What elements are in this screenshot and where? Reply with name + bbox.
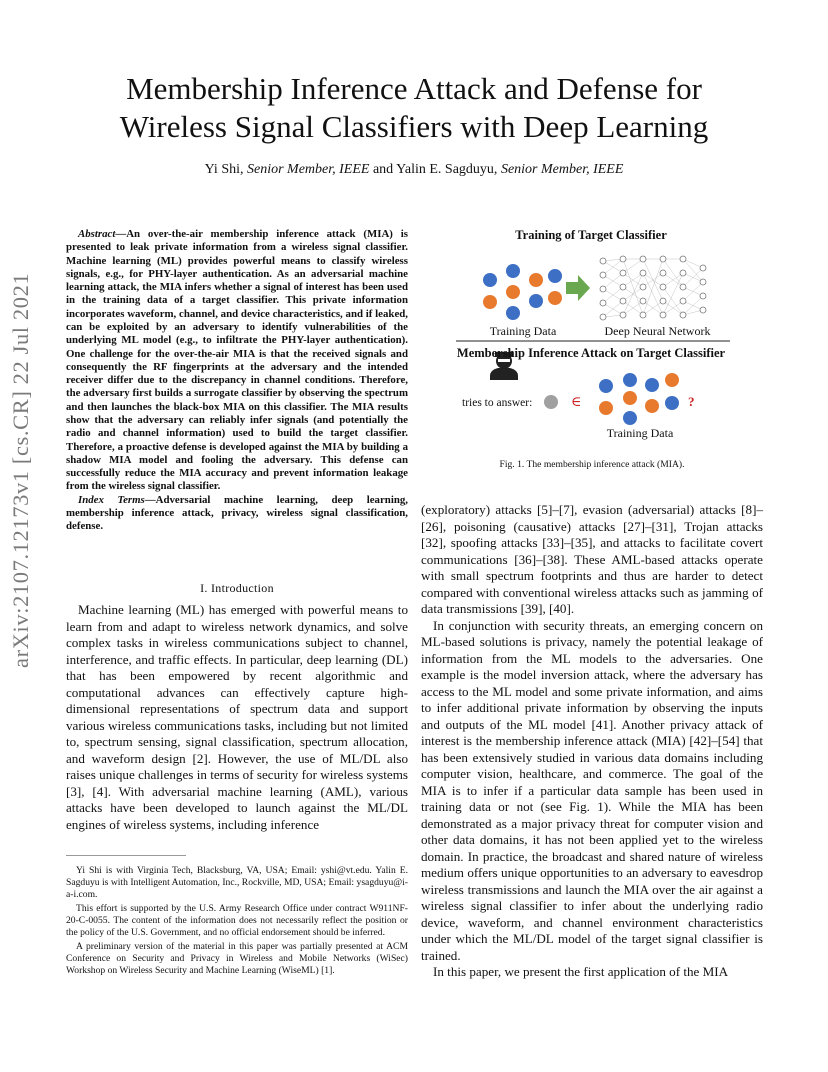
abstract-label: Abstract xyxy=(78,228,116,240)
index-terms xyxy=(66,494,408,534)
index-terms-label: Index Terms xyxy=(78,493,145,506)
label-deep-neural-network: Deep Neural Network xyxy=(604,324,711,338)
arrow-icon xyxy=(566,275,590,301)
figure-title-training: Training of Target Classifier xyxy=(515,228,667,242)
arxiv-identifier: arXiv:2107.12173v1 [cs.CR] 22 Jul 2021 xyxy=(8,272,33,668)
author-line xyxy=(0,162,828,178)
label-training-data: Training Data xyxy=(489,324,557,338)
right-paragraph-3: In this paper, we present the first application of the MIA xyxy=(433,964,729,979)
training-data-circles xyxy=(483,264,562,320)
right-paragraph-2: In conjunction with security threats, an emerging concern on ML-based solutions is privacy, namely the potential leakage of information from the ML models to the adversaries. One example is the model inversion attack, where the adversary has access to the ML model and some private information, and aims to infer additional private information by observing the inputs and outputs of the ML model [41]. Another privacy attack of interest is the membership inference attack (MIA) [42]–[54] that has been extensively studied in various data domains including computer vision, healthcare, and commerce. The goal of the MIA is to infer if a particular data sample has been used in training data or not (see Fig. 1). While the MIA has been demonstrated as a major privacy threat for computer vision and other data domains, it has not been applied yet to the wireless domain. In practice, the broadcast and shared nature of wireless medium offers unique opportunities to an adversary to eavesdrop wireless transmissions and launch the MIA over the air against a wireless signal classifier to infer about the underlying radio device, waveform, and channel environment characteristics under which the ML/DL model of the target signal classifier is trained. xyxy=(421,617,763,963)
index-terms-text: —Adversarial machine learning, deep learning, membership inference attack, privacy, wireless signal classification, defense. xyxy=(66,493,408,533)
question-mark: ? xyxy=(688,394,695,409)
paper-title xyxy=(0,70,828,146)
footnote-funding: This effort is supported by the U.S. Army Research Office under contract W911NF-20-C-0055. The content of the information does not necessarily reflect the position or the policy of the U.S. Government, and no official endorsement should be inferred. xyxy=(66,903,408,938)
abstract-text: —An over-the-air membership inference attack (MIA) is presented to leak private information from a wireless signal classifier. Machine learning (ML) provides powerful means to classify wireless signals, e.g., for PHY-layer authentication. As an adversarial machine learning attack, the MIA infers whether a signal of interest has been used in the training data of a target classifier. This private information incorporates waveform, channel, and device characteristics, and if leaked, can be exploited by an adversary to identify vulnerabilities of the underlying ML model (e.g., to infiltrate the PHY-layer authentication). One challenge for the over-the-air MIA is that the received signals and consequently the RF fingerprints at the adversary and the intended receiver differ due to the discrepancy in channel conditions. Therefore, the adversary first builds a surrogate classifier by observing the spectrum and then launches the black-box MIA on this classifier. The MIA results show that the adversary can reliably infer signals (and potentially the radio and channel information) used to build the target classifier. Therefore, a proactive defense is developed against the MIA by building a shadow MIA model and fooling the adversary. This defense can successfully reduce the MIA accuracy and prevent information leakage from the wireless signal classifier. xyxy=(66,228,408,493)
author-conjunction: and xyxy=(372,162,394,177)
section-heading: I. Introduction xyxy=(200,581,274,595)
footnote-divider xyxy=(66,855,186,856)
right-paragraph-1: (exploratory) attacks [5]–[7], evasion (adversarial) attacks [8]–[26], poisoning (causative) attacks [27]–[31], Trojan attacks [32], spoofing attacks [33]–[35], and attacks to facilitate covert communications [36]–[38]. These AML-based attacks operate with small spectrum footprints and thus are harder to detect compared with conventional wireless attacks such as jamming of data transmissions [39], [40]. xyxy=(421,502,763,616)
author-2-name: Yalin E. Sagduyu, xyxy=(396,162,498,177)
figure-1 xyxy=(440,228,742,448)
neural-network-icon xyxy=(600,256,706,320)
training-data-circles-2 xyxy=(599,373,679,425)
title-line-1: Membership Inference Attack and Defense for xyxy=(126,71,702,106)
abstract xyxy=(66,228,408,533)
intro-right-column xyxy=(421,502,763,981)
author-1-name: Yi Shi, xyxy=(204,162,244,177)
label-tries-to-answer: tries to answer: xyxy=(462,397,533,409)
query-sample-circle xyxy=(544,395,558,409)
footnote-preliminary: A preliminary version of the material in this paper was partially presented at ACM Conference on Security and Privacy in Wireless and Mobile Networks (WiSec) Workshop on Wireless Security and Machine Learning (WiseML) [1]. xyxy=(66,941,408,976)
figure-caption: Fig. 1. The membership inference attack (MIA). xyxy=(499,459,685,470)
author-1-role: Senior Member, IEEE xyxy=(247,162,370,177)
label-training-data-2: Training Data xyxy=(606,426,674,440)
intro-paragraph-1: Machine learning (ML) has emerged with powerful means to learn from and adapt to wireless network dynamics, and solve complex tasks in wireless communications subject to channel, interference, and traffic effects. In particular, deep learning (DL) that has been empowered by recent algorithmic and computational advances can effectively capture high-dimensional representations of spectrum data and support various wireless communications tasks, including but not limited to, spectrum sensing, signal classification, spectrum allocation, and waveform design [2]. However, the use of ML/DL also raises unique challenges in terms of security for wireless systems [3], [4]. With adversarial machine learning (AML), various attacks have been developed to launch against the ML/DL engines of wireless systems, including inference xyxy=(66,602,408,832)
figure-title-attack: Membership Inference Attack on Target Classifier xyxy=(456,346,726,360)
author-2-role: Senior Member, IEEE xyxy=(500,162,624,177)
footnote-affiliations: Yi Shi is with Virginia Tech, Blacksburg, VA, USA; Email: yshi@vt.edu. Yalin E. Sagduyu is with Intelligent Automation, Inc., Rockville, MD, USA; Email: ysagduyu@i-a-i.com. xyxy=(66,865,408,900)
title-line-2: Wireless Signal Classifiers with Deep Learning xyxy=(119,109,709,144)
element-of-symbol: ∈ xyxy=(571,395,582,410)
footnotes xyxy=(66,865,408,979)
intro-left-column xyxy=(66,602,408,833)
